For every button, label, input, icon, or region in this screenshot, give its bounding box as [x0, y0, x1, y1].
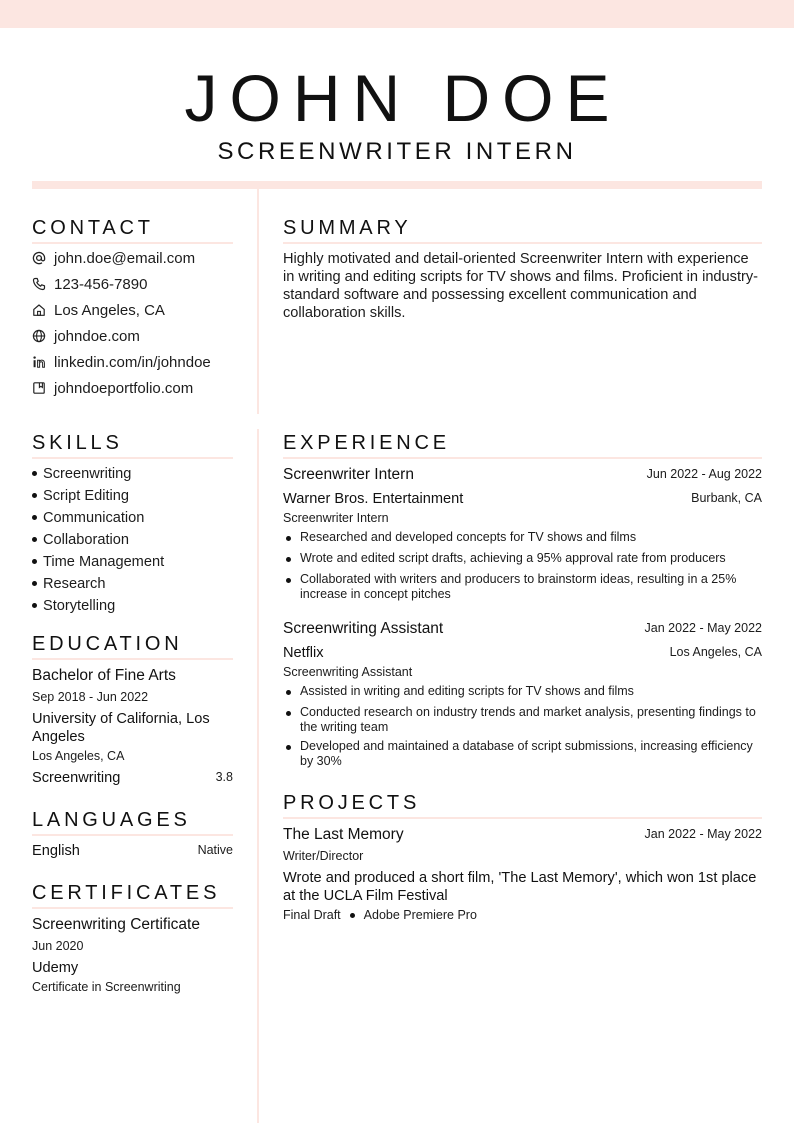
phone-icon: [32, 277, 46, 291]
header-divider: [32, 181, 762, 189]
job-company: Netflix: [283, 645, 324, 661]
candidate-title: SCREENWRITER INTERN: [217, 138, 577, 165]
contact-location: [32, 300, 165, 320]
candidate-name: JOHN DOE: [184, 61, 622, 135]
project-tools: [283, 908, 477, 923]
contact-website-text: johndoe.com: [54, 327, 140, 345]
top-accent-bar: [0, 0, 794, 28]
job-bullet: Developed and maintained a database of script submissions, increasing efficiency by 30%: [283, 739, 762, 769]
job-bullet: Conducted research on industry trends and market analysis, presenting findings to the writing team: [283, 705, 762, 735]
job-dates: Jun 2022 - Aug 2022: [646, 467, 762, 481]
tool-separator: [350, 913, 355, 918]
contact-website[interactable]: [32, 326, 140, 346]
education-gpa: 3.8: [215, 770, 233, 784]
summary-heading: SUMMARY: [283, 216, 762, 244]
job-subtitle: Screenwriter Intern: [283, 511, 389, 525]
certificate-date: Jun 2020: [32, 939, 84, 953]
contact-email-text: john.doe@email.com: [54, 249, 196, 267]
project-dates: Jan 2022 - May 2022: [644, 827, 762, 841]
certificate-name: Screenwriting Certificate: [32, 916, 200, 933]
portfolio-icon: [32, 381, 46, 395]
project-name: The Last Memory: [283, 826, 404, 843]
contact-location-text: Los Angeles, CA: [54, 301, 165, 319]
contact-linkedin[interactable]: [32, 352, 211, 372]
job-role: Screenwriting Assistant: [283, 620, 444, 637]
education-heading: EDUCATION: [32, 632, 233, 660]
job-subtitle: Screenwriting Assistant: [283, 665, 413, 679]
skill-item: Screenwriting: [32, 465, 131, 483]
globe-icon: [32, 329, 46, 343]
projects-heading: PROJECTS: [283, 791, 762, 819]
contact-heading: CONTACT: [32, 216, 233, 244]
language-level: Native: [197, 843, 233, 857]
experience-heading: EXPERIENCE: [283, 431, 762, 459]
skill-item: Communication: [32, 509, 144, 527]
certificates-heading: CERTIFICATES: [32, 881, 233, 909]
home-icon: [32, 303, 46, 317]
skill-item: Script Editing: [32, 487, 129, 505]
education-field: Screenwriting: [32, 770, 121, 786]
skill-item: Collaboration: [32, 531, 129, 549]
column-divider-bottom: [257, 429, 259, 1123]
language-name: English: [32, 843, 80, 859]
education-school: University of California, Los Angeles: [32, 711, 210, 745]
at-icon: [32, 251, 46, 265]
skill-item: Research: [32, 575, 105, 593]
certificate-description: Certificate in Screenwriting: [32, 980, 181, 994]
education-dates: Sep 2018 - Jun 2022: [32, 690, 149, 704]
contact-portfolio[interactable]: [32, 378, 193, 398]
job-dates: Jan 2022 - May 2022: [644, 621, 762, 635]
certificate-issuer: Udemy: [32, 960, 79, 976]
contact-linkedin-text: linkedin.com/in/johndoe: [54, 353, 211, 371]
job-location: Los Angeles, CA: [669, 645, 762, 659]
project-tool: Final Draft: [283, 908, 341, 922]
job-role: Screenwriter Intern: [283, 466, 414, 483]
job-bullet: Collaborated with writers and producers to brainstorm ideas, resulting in a 25% increase in concept pitches: [283, 572, 762, 602]
job-bullet: Wrote and edited script drafts, achieving a 95% approval rate from producers: [283, 551, 762, 566]
summary-text: Highly motivated and detail-oriented Screenwriter Intern with experience in writing and editing scripts for TV shows and films. Proficient in industry-standard software and possessing excellent communication and collaboration skills.: [283, 251, 759, 321]
project-role: Writer/Director: [283, 849, 364, 863]
skills-heading: SKILLS: [32, 431, 233, 459]
project-tool: Adobe Premiere Pro: [363, 908, 477, 922]
project-description: Wrote and produced a short film, 'The Last Memory', which won 1st place at the UCLA Film Festival: [283, 870, 757, 904]
contact-phone[interactable]: [32, 274, 147, 294]
job-bullet: Researched and developed concepts for TV shows and films: [283, 530, 762, 545]
education-location: Los Angeles, CA: [32, 749, 125, 763]
contact-portfolio-text: johndoeportfolio.com: [54, 379, 194, 397]
skill-item: Time Management: [32, 553, 164, 571]
education-degree: Bachelor of Fine Arts: [32, 667, 176, 684]
languages-heading: LANGUAGES: [32, 808, 233, 836]
linkedin-icon: [32, 355, 46, 369]
job-company: Warner Bros. Entertainment: [283, 491, 464, 507]
column-divider-top: [257, 189, 259, 414]
contact-phone-text: 123-456-7890: [54, 275, 148, 293]
job-bullet: Assisted in writing and editing scripts for TV shows and films: [283, 684, 762, 699]
skill-item: Storytelling: [32, 597, 115, 615]
job-location: Burbank, CA: [691, 491, 762, 505]
contact-email[interactable]: [32, 248, 195, 268]
